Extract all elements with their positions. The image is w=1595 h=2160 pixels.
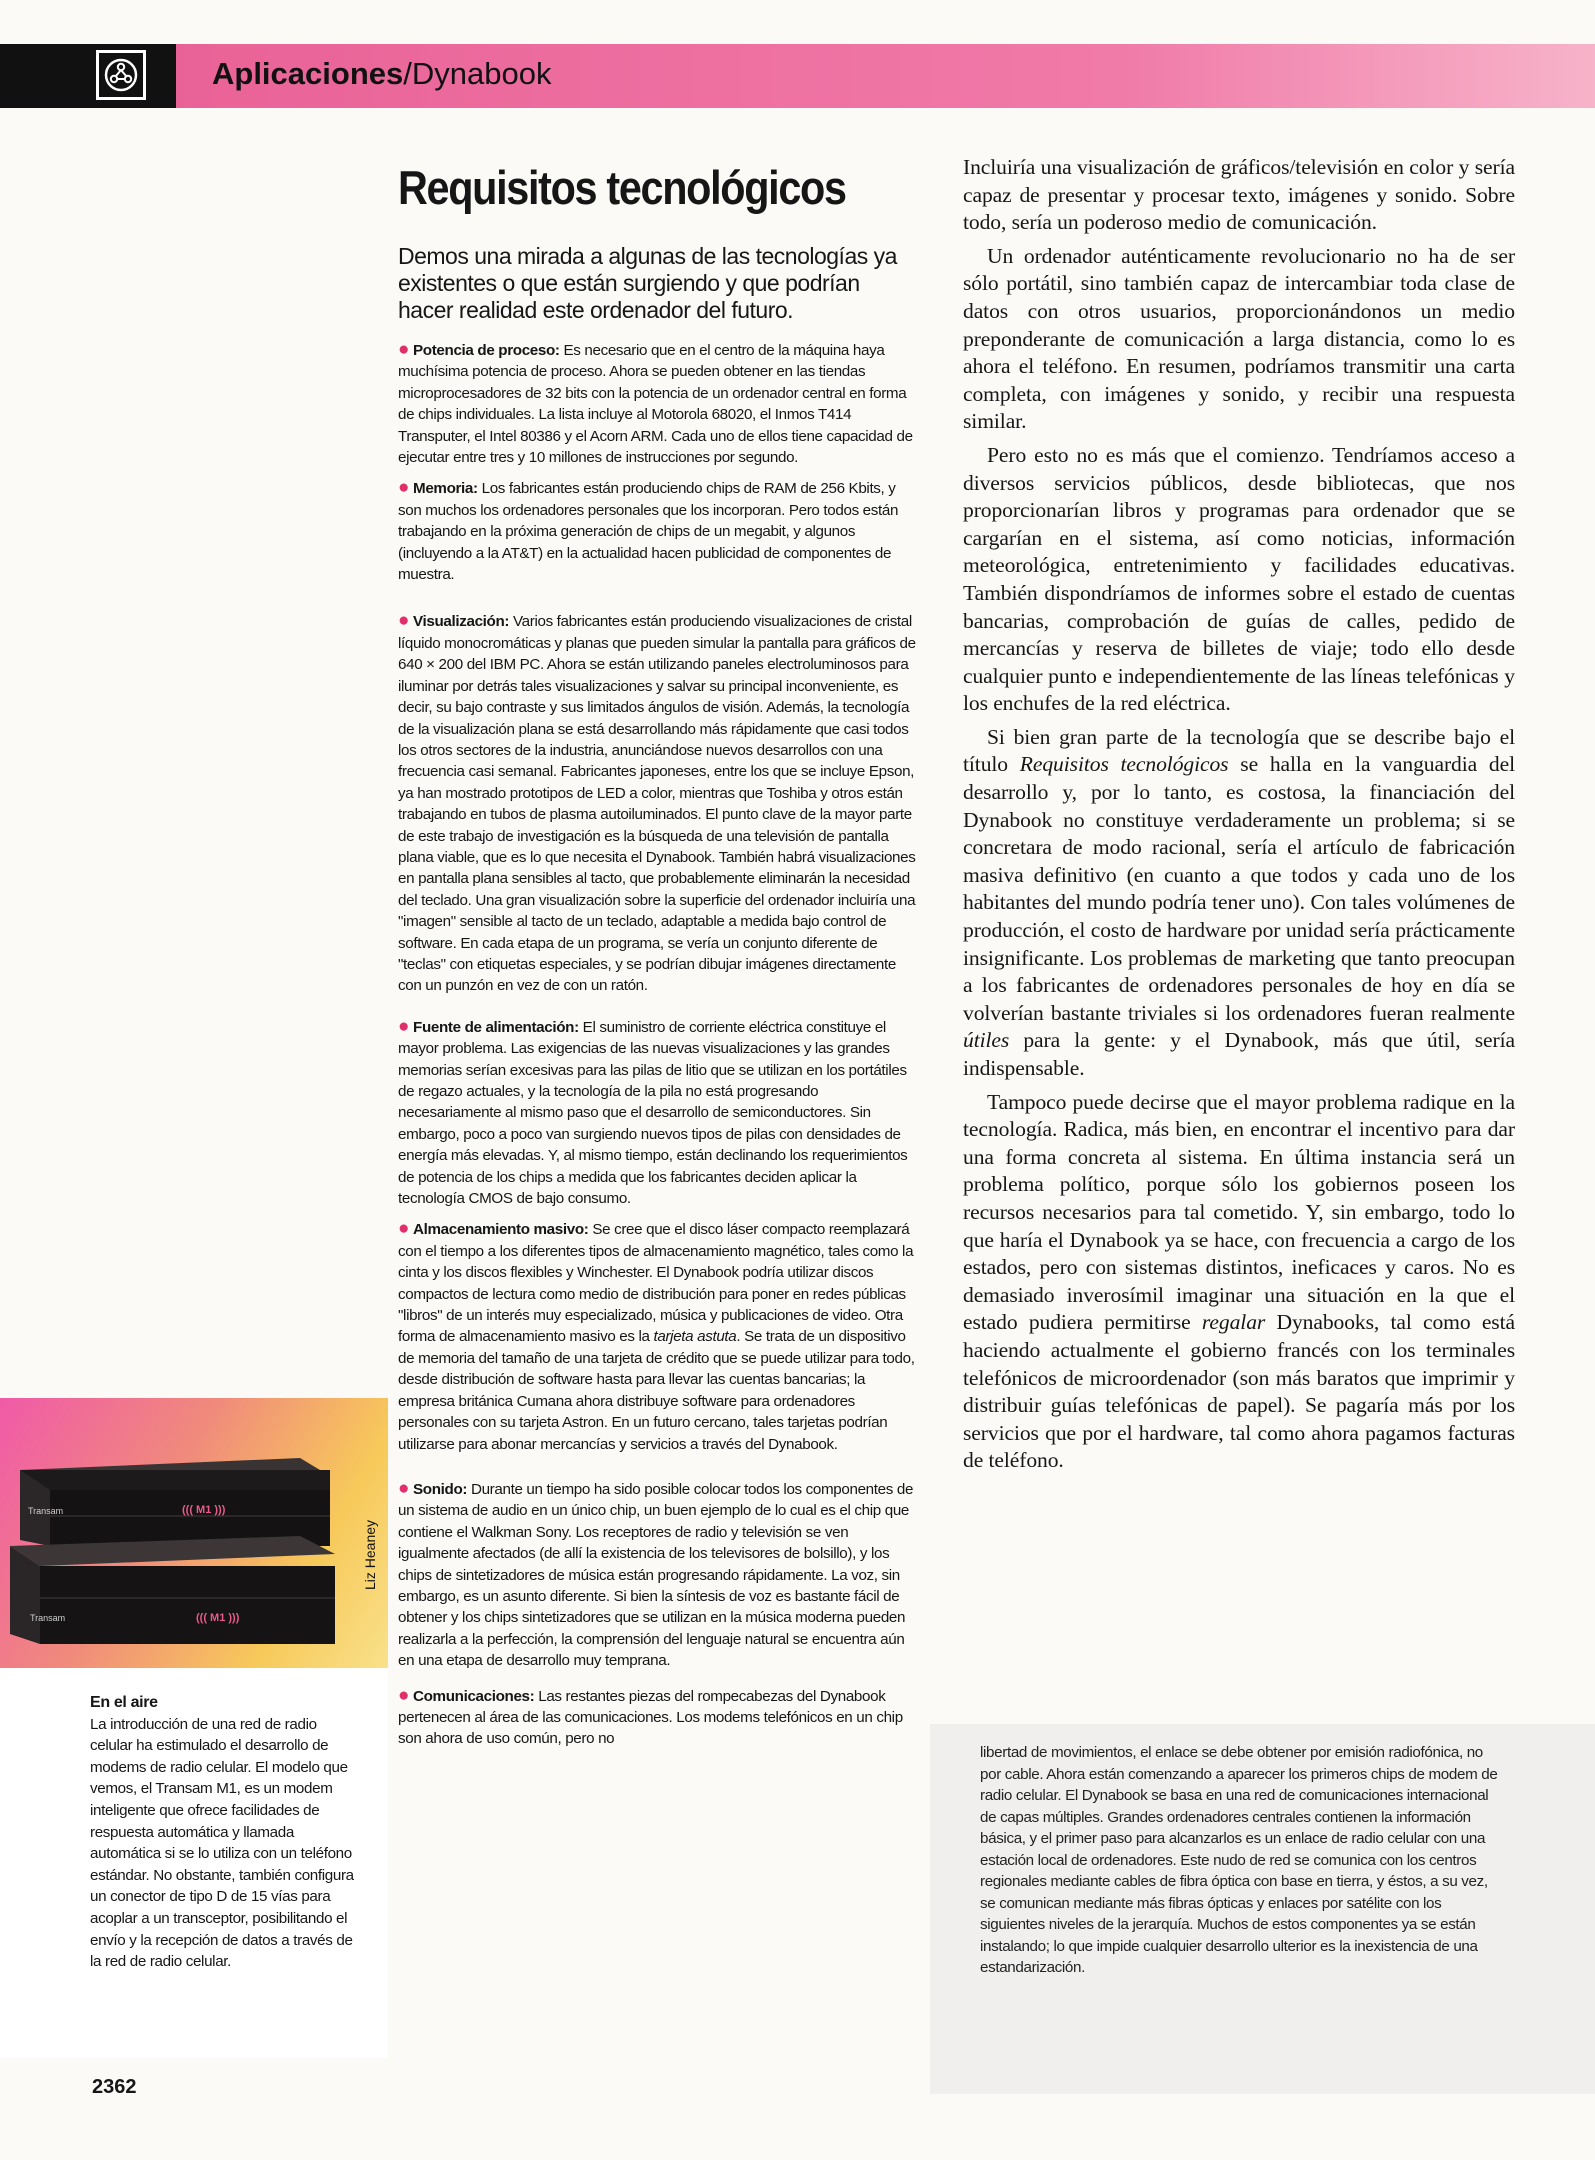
modem-model-top: ((( M1 ))): [182, 1504, 226, 1516]
bullet-heading: Fuente de alimentación:: [413, 1018, 579, 1036]
bullet-dot-icon: ●: [398, 1015, 410, 1037]
bullet-text: Las restantes piezas del rompecabezas del Dynabook pertenecen al área de las comunicaciones. Los modems telefónicos en un chip son ahora de uso común, pero no: [398, 1687, 903, 1748]
bullet-italic: tarjeta astuta: [653, 1328, 737, 1346]
header-black-block: [0, 44, 176, 108]
modem-photo: [0, 1398, 388, 1668]
paragraph-text: se halla en la vanguardia del desarrollo y, por lo tanto, es costosa, la financiación del Dynabook no constituye verdaderamente un problema; si se concretara de modo racional, sería el artículo de fabricación masiva definitivo (en cuanto a que todos y cada uno de los habitantes del mundo podría tener uno). Con tales volúmenes de producción, el costo de hardware por unidad sería prácticamente insignificante. Los problemas de marketing que tanto preocupan a los fabricantes de ordenadores personales de hoy en día se volverían bastante triviales si los ordenadores fueran realmente: [963, 752, 1515, 1025]
modem-illustration: [0, 1398, 388, 1668]
bullet-text: Los fabricantes están produciendo chips de RAM de 256 Kbits, y son muchos los ordenadores personales que los incorporan. Pero todos están trabajando en la próxima generación de chips de un megabit, y algunos (incluyendo a la AT&T) en la actualidad hacen publicidad de componentes de muestra.: [398, 480, 899, 584]
modem-brand-bottom: Transam: [30, 1613, 66, 1623]
bullet-dot-icon: ●: [398, 1218, 410, 1240]
right-paragraph-4: [963, 724, 1515, 1083]
bullet-power: [398, 1017, 918, 1210]
article-title: Requisitos tecnológicos: [398, 161, 846, 214]
bullet-text: Se cree que el disco láser compacto reemplazará con el tiempo a los diferentes tipos de almacenamiento magnético, tales como la cinta y los discos flexibles y Winchester. El Dynabook podría utilizar discos compactos de lectura como medio de distribución para poner en redes públicas "libros" de un interés muy especializado, música y publicaciones de video. Otra forma de almacenamiento masivo es la: [398, 1221, 914, 1346]
paragraph-italic: regalar: [1201, 1310, 1266, 1335]
bullet-text: Durante un tiempo ha sido posible colocar todos los componentes de un sistema de audio en un único chip, un buen ejemplo de lo cual es el chip que contiene el Walkman Sony. Los receptores de radio y televisión se ven igualmente afectados (de allí la existencia de los televisores de bolsillo), y los chips de sintetizadores de música están progresando rápidamente. La voz, sin embargo, es un asunto diferente. Si bien la síntesis de voz es bastante fácil de obtener y los chips sintetizadores que se utilizan en la música moderna pueden realizarla a la perfección, la comprensión del lenguaje natural se encuentra aún en una etapa de desarrollo muy temprana.: [398, 1480, 914, 1670]
right-paragraph-2: Un ordenador auténticamente revolucionario no ha de ser sólo portátil, sino también capaz de intercambiar toda clase de datos con otros usuarios, proporcionándonos un medio preponderante de comunicación a larga distancia, como lo es ahora el teléfono. En resumen, podríamos transmitir una carta completa, con imágenes y sonido, y recibir una respuesta similar.: [963, 243, 1515, 434]
article-column: [398, 160, 918, 1760]
bullet-heading: Memoria:: [413, 480, 478, 498]
bullet-processing: [398, 340, 918, 468]
bullet-memory: [398, 478, 918, 585]
article-intro: Demos una mirada a algunas de las tecnologías ya existentes o que están surgiendo y que podrían hacer realidad este ordenador del futuro.: [398, 243, 897, 323]
header-section: Aplicaciones: [212, 56, 404, 91]
sidebar-box-text: libertad de movimientos, el enlace se debe obtener por emisión radiofónica, no por cable. Ahora están comenzando a aparecer los primeros chips de modem de radio celular. El Dynabook se basa en una red de comunicaciones internacional de capas múltiples. Grandes ordenadores centrales contienen la información básica, y el primer paso para alcanzarlos es un enlace de radio celular con una estación local de ordenadores. Este nudo de red se comunica con los centros regionales mediante cables de fibra óptica con base en tierra, y éstos, a su vez, se comunican mediante más fibras ópticas y enlaces por satélite con los siguientes niveles de la jerarquía. Muchos de estos componentes ya se están instalando; lo que impide cualquier desarrollo ulterior es la inexistencia de una estandarización.: [980, 1744, 1498, 1976]
bullet-sound: [398, 1479, 918, 1672]
caption-title: En el aire: [90, 1694, 158, 1711]
right-paragraph-3: Pero esto no es más que el comienzo. Tendríamos acceso a diversos servicios públicos, desde bibliotecas, que nos proporcionarían libros y programas para ordenador que se cargarían en el sistema, así como noticias, información meteorológica, entretenimiento y facilidades educativas. También dispondríamos de informes sobre el estado de cuentas bancarias, comprobación de guías de calles, pedido de mercancías y reserva de billetes de viaje; todo ello desde cualquier punto e independientemente de las líneas telefónicas y los enchufes de la red eléctrica.: [963, 442, 1515, 716]
bullet-heading: Comunicaciones:: [413, 1687, 535, 1705]
bullet-dot-icon: ●: [398, 1477, 410, 1499]
page-number: 2362: [92, 2076, 137, 2098]
bullet-dot-icon: ●: [398, 477, 410, 499]
right-column: [963, 154, 1515, 1481]
paragraph-italic: Requisitos tecnológicos: [1019, 752, 1229, 777]
bullet-dot-icon: ●: [398, 339, 410, 360]
bullet-dot-icon: ●: [398, 610, 410, 632]
photo-credit: Liz Heaney: [362, 1519, 378, 1590]
bullet-communications: [398, 1686, 918, 1750]
bullet-text: Es necesario que en el centro de la máquina haya muchísima potencia de proceso. Ahora se pueden obtener en las tiendas microprocesadores de 32 bits con la potencia de un ordenador central en forma de chips individuales. La lista incluye al Motorola 68020, el Inmos T414 Transputer, el Intel 80386 y el Acorn ARM. Cada uno de ellos tiene capacidad de ejecutar entre tres y 10 millones de instrucciones por segundo.: [398, 342, 913, 467]
paragraph-italic: útiles: [963, 1028, 1010, 1053]
paragraph-text: Si bien gran parte de la tecnología que se describe bajo el título: [963, 724, 1515, 777]
series-logo-icon: [96, 50, 146, 100]
bullet-dot-icon: ●: [398, 1684, 410, 1706]
bullet-text: El suministro de corriente eléctrica constituye el mayor problema. Las exigencias de las nuevas visualizaciones y las grandes memorias serían excesivas para las pilas de litio que se utilizan en los portátiles de regazo actuales, y la tecnología de la pila no está progresando necesariamente al mismo paso que el desarrollo de semiconductores. Sin embargo, poco a poco van surgiendo nuevos tipos de pilas con densidades de energía más elevadas. Y, al mismo tiempo, están declinando los requerimientos de potencia de los chips a medida que los fabricantes deciden aplicar la tecnología CMOS de bajo consumo.: [398, 1018, 908, 1208]
bullet-text: Varios fabricantes están produciendo visualizaciones de cristal líquido monocromáticas y planas que pueden simular la pantalla para gráficos de 640 × 200 del IBM PC. Ahora se están utilizando paneles electroluminosos para iluminar por detrás tales visualizaciones y salvar su principal inconveniente, es decir, su bajo contraste y sus limitados ángulos de visión. Además, la tecnología de la visualización plana se está desarrollando más rápidamente que casi todos los otros sectores de la industria, anunciándose nuevos desarrollos con una frecuencia casi semanal. Fabricantes japoneses, entre los que se incluye Epson, ya han mostrado prototipos de LED a color, mientras que Toshiba y otros están trabajando en tubos de plasma autoiluminados. El punto clave de la mayor parte de este trabajo de investigación es la búsqueda de una televisión de pantalla plana viable, que es lo que necesita el Dynabook. También habrá visualizaciones en pantalla plana sensibles al tacto, que probablemente eliminarán la necesidad del teclado. Una gran visualización sobre la superficie del ordenador incluiría una "imagen" sensible al tacto de un teclado, adaptable a medida bajo control de software. En cada etapa de un programa, se vería un conjunto diferente de "teclas" con etiquetas especiales, y se podrían dibujar imágenes directamente con un punzón en vez de con un ratón.: [398, 613, 916, 995]
bullet-heading: Sonido:: [413, 1480, 468, 1498]
header-subsection: Dynabook: [411, 56, 552, 91]
bullet-storage: [398, 1219, 918, 1454]
paragraph-text: para la gente: y el Dynabook, más que útil, sería indispensable.: [963, 1028, 1515, 1080]
modem-brand-top: Transam: [28, 1506, 64, 1516]
right-paragraph-5: [963, 1089, 1515, 1475]
bullet-heading: Potencia de proceso:: [413, 342, 560, 359]
modem-model-bottom: ((( M1 ))): [196, 1612, 240, 1624]
bullet-text: . Se trata de un dispositivo de memoria del tamaño de una tarjeta de crédito que se puede utilizar para todo, desde distribución de software hasta para llevar las cuentas bancarias; la empresa británica Cumana ahora distribuye software para ordenadores personales con su tarjeta Astron. En un futuro cercano, tales tarjetas podrían utilizarse para abonar mercancías y servicios a través del Dynabook.: [398, 1328, 915, 1453]
paragraph-text: Tampoco puede decirse que el mayor problema radique en la tecnología. Radica, más bien, en encontrar el incentivo para dar una forma concreta al sistema. En última instancia será un problema político, porque sólo los gobiernos poseen los recursos necesarios para tal cometido. Y, sin embargo, todo lo que haría el Dynabook ya se hace, con frecuencia a cargo de los estados, pero con sistemas distintos, ineficaces y caros. No es demasiado inverosímil imaginar una situación en la que el estado pudiera permitirse: [963, 1089, 1515, 1335]
caption-text: La introducción de una red de radio celular ha estimulado el desarrollo de modems de radio celular. El modelo que vemos, el Transam M1, es un modem inteligente que ofrece facilidades de respuesta automática y llamada automática si se lo utiliza con un teléfono estándar. No obstante, también configura un conector de tipo D de 15 vías para acoplar a un transceptor, posibilitando el envío y la recepción de datos a través de la red de radio celular.: [90, 1715, 354, 1971]
bullet-display: [398, 611, 918, 996]
photo-caption: [90, 1692, 360, 1973]
paragraph-text: Dynabooks, tal como está haciendo actualmente el gobierno francés con los terminales telefónicos de microordenador (son más baratos que imprimir y distribuir guías telefónicas de papel). Se pagaría más por los servicios que por el hardware, tal como ahora pagamos facturas de teléfono.: [963, 1310, 1515, 1473]
right-paragraph-1: Incluiría una visualización de gráficos/televisión en color y sería capaz de presentar y procesar texto, imágenes y sonido. Sobre todo, sería un poderoso medio de comunicación.: [963, 155, 1515, 235]
header-title: [212, 56, 551, 92]
bullet-heading: Visualización:: [413, 613, 510, 631]
header-separator: /: [403, 56, 412, 91]
bullet-heading: Almacenamiento masivo:: [413, 1221, 589, 1239]
